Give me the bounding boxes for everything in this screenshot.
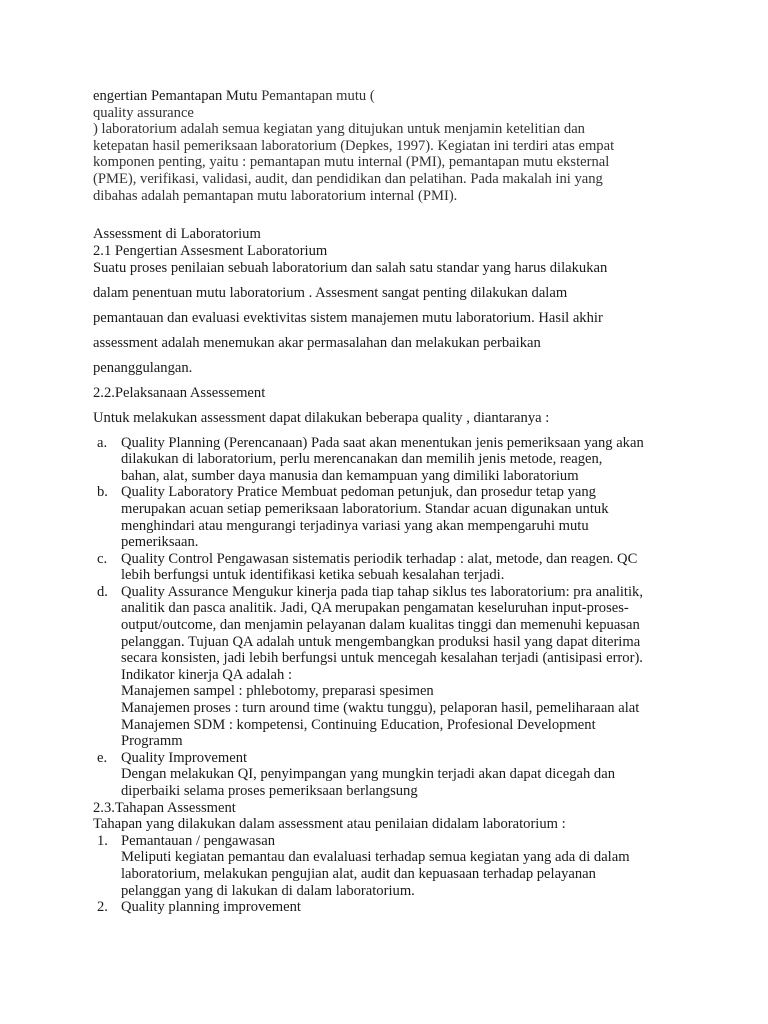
list-item: [93, 899, 693, 916]
paragraph-line: assessment adalah menemukan akar permasalahan dan melakukan perbaikan: [93, 335, 541, 352]
item-line: Manajemen proses : turn around time (waktu tunggu), pelaporan hasil, pemeliharaan alat: [121, 700, 640, 717]
item-line: analitik dan pasca analitik. Jadi, QA merupakan pengamatan keseluruhan input-proses-: [121, 600, 629, 617]
paragraph-line: penanggulangan.: [93, 360, 193, 377]
list-item: [93, 833, 693, 899]
list-marker: e.: [97, 749, 108, 766]
intro-paragraph: [93, 88, 693, 204]
list-marker: 2.: [97, 899, 108, 916]
item-line: pemeriksaan.: [121, 534, 199, 551]
subsection-heading-2-2: 2.2.Pelaksanaan Assessement: [93, 385, 266, 402]
item-line: diperbaiki selama proses pemeriksaan berlangsung: [121, 783, 418, 799]
item-line: lebih berfungsi untuk identifikasi ketika sebuah kesalahan terjadi.: [121, 567, 505, 584]
item-line: Manajemen SDM : kompetensi, Continuing Education, Profesional Development: [121, 716, 596, 733]
intro-line: (PME), verifikasi, validasi, audit, dan pendidikan dan pelatihan. Pada makalah ini yang: [93, 170, 603, 187]
item-line: Quality Planning (Perencanaan) Pada saat akan menentukan jenis pemeriksaan yang akan: [121, 434, 644, 451]
item-line: secara konsisten, jadi lebih berfungsi untuk mencegah kesalahan terjadi (antisipasi error).: [121, 650, 643, 667]
list-item: [93, 435, 693, 485]
list-item: [93, 750, 693, 800]
intro-term: quality assurance: [93, 104, 194, 121]
item-line: Quality planning improvement: [121, 899, 301, 916]
item-line: menghindari atau mengurangi terjadinya variasi yang akan mempengaruhi mutu: [121, 517, 589, 534]
quality-list: [93, 435, 693, 800]
intro-rest: Pemantapan mutu (: [257, 88, 375, 104]
intro-line: komponen penting, yaitu : pemantapan mutu internal (PMI), pemantapan mutu eksternal: [93, 154, 610, 171]
paragraph-line: dalam penentuan mutu laboratorium . Assesment sangat penting dilakukan dalam: [93, 285, 568, 302]
intro-line: ketepatan hasil pemeriksaan laboratorium (Depkes, 1997). Kegiatan ini terdiri atas empat: [93, 137, 615, 154]
list-marker: a.: [97, 434, 108, 451]
item-line: bahan, alat, sumber daya manusia dan kemampuan yang dimiliki laboratorium: [121, 467, 579, 484]
paragraph-line: pemantauan dan evaluasi evektivitas sistem manajemen mutu laboratorium. Hasil akhir: [93, 310, 603, 327]
section-2-2-intro: Untuk melakukan assessment dapat dilakukan beberapa quality , diantaranya :: [93, 409, 550, 426]
item-line: Quality Control Pengawasan sistematis periodik terhadap : alat, metode, dan reagen. QC: [121, 550, 638, 567]
item-line: Dengan melakukan QI, penyimpangan yang mungkin terjadi akan dapat dicegah dan: [121, 766, 615, 783]
item-line: Quality Assurance Mengukur kinerja pada tiap tahap siklus tes laboratorium: pra analitik,: [121, 583, 643, 600]
subsection-heading-2-1: 2.1 Pengertian Assesment Laboratorium: [93, 242, 328, 259]
intro-lead: engertian Pemantapan Mutu: [93, 88, 258, 104]
item-line: Indikator kinerja QA adalah :: [121, 666, 293, 683]
item-line: Quality Improvement: [121, 749, 248, 766]
item-line: pelanggan yang di lakukan di dalam laboratorium.: [121, 882, 415, 899]
steps-list: [93, 833, 693, 916]
item-line: Quality Laboratory Pratice Membuat pedoman petunjuk, dan prosedur tetap yang: [121, 484, 596, 501]
list-item: [93, 484, 693, 550]
list-marker: c.: [97, 550, 108, 567]
intro-line: ) laboratorium adalah semua kegiatan yang ditujukan untuk menjamin ketelitian dan: [93, 121, 585, 138]
section-2-3-intro: Tahapan yang dilakukan dalam assessment atau penilaian didalam laboratorium :: [93, 816, 566, 833]
item-line: merupakan acuan setiap pemeriksaan laboratorium. Standar acuan digunakan untuk: [121, 500, 609, 517]
item-line: pelanggan. Tujuan QA adalah untuk mengembangkan produksi hasil yang dapat diterima: [121, 633, 641, 650]
paragraph-line: Suatu proses penilaian sebuah laboratorium dan salah satu standar yang harus dilakukan: [93, 260, 608, 277]
subsection-heading-2-3: 2.3.Tahapan Assessment: [93, 799, 236, 816]
item-line: Programm: [121, 733, 183, 750]
item-line: dilakukan di laboratorium, perlu merencanakan dan memilih jenis metode, reagen,: [121, 451, 603, 468]
list-item: [93, 584, 693, 750]
item-line: laboratorium, melakukan pengujian alat, audit dan kepuasaan terhadap pelayanan: [121, 865, 596, 882]
list-item: [93, 551, 693, 584]
list-marker: d.: [97, 583, 108, 600]
item-line: Manajemen sampel : phlebotomy, preparasi spesimen: [121, 683, 434, 700]
item-line: Meliputi kegiatan pemantau dan evalaluasi terhadap semua kegiatan yang ada di dalam: [121, 849, 630, 866]
document-body: [93, 88, 693, 916]
intro-line: dibahas adalah pemantapan mutu laboratorium internal (PMI).: [93, 187, 458, 204]
item-line: output/outcome, dan menjamin pelayanan dalam kualitas tinggi dan memenuhi kepuasan: [121, 617, 640, 634]
section-heading: Assessment di Laboratorium: [93, 226, 261, 243]
list-marker: 1.: [97, 832, 108, 849]
list-marker: b.: [97, 484, 108, 501]
item-line: Pemantauan / pengawasan: [121, 832, 275, 849]
section-2-1-paragraph: [93, 256, 693, 381]
